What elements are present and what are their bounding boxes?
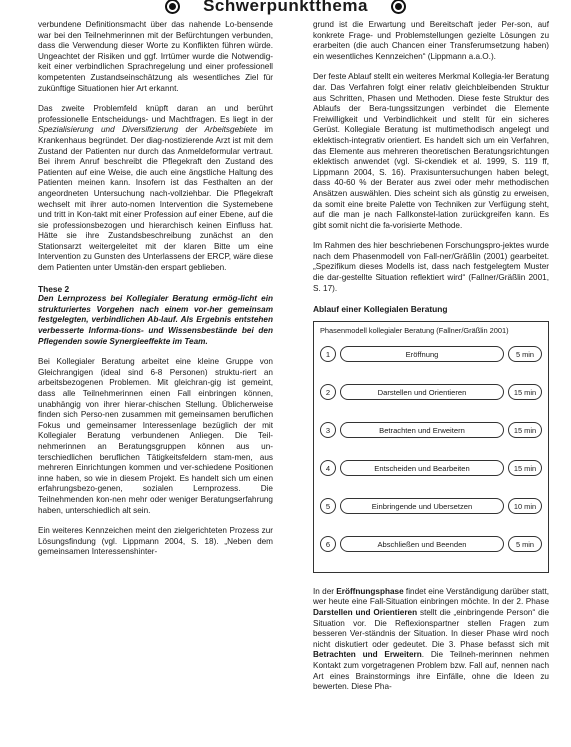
these-text: Den Lernprozess bei Kollegialer Beratung ermög-licht ein strukturiertes Vorgehen nach einem vor-her gemeinsam festgelegten, verbindlichen Ab-lauf. Als Ergebnis entstehen verbesserte Informa-tions- und Wissensbestände bei den Pflegenden sowie Synergieeffekte im Team. xyxy=(38,294,273,346)
step-number: 1 xyxy=(320,346,336,362)
bullet-circle-icon xyxy=(165,0,180,14)
step-duration: 15 min xyxy=(508,384,542,400)
left-column xyxy=(38,20,273,568)
paragraph xyxy=(313,587,549,693)
step-label: Eröffnung xyxy=(340,346,504,362)
section-title-text: Schwerpunktthema xyxy=(203,0,368,15)
phase-step-1 xyxy=(320,346,542,362)
bold-term: Eröffnungsphase xyxy=(336,586,404,596)
bold-term: Betrachten und Erweitern xyxy=(313,650,422,660)
bold-term: Darstellen und Orientieren xyxy=(313,608,418,618)
section-title xyxy=(0,0,571,16)
step-number: 3 xyxy=(320,422,336,438)
text-span: stellt die „einbringende Person“ die Situation vor. Die Reflexionspartner stellen Fragen zum besseren Ver-ständnis der Situation. In dieser Phase wird noch nicht diskutiert oder gedeutet. Die 3. Phase befasst sich mit xyxy=(313,608,549,649)
phase-step-5 xyxy=(320,498,542,514)
phase-diagram xyxy=(313,321,549,573)
paragraph xyxy=(38,104,273,274)
text-span: findet eine Verständigung darüber statt, wer heute eine Fall-Situation einbringen möchte. In der 2. Phase xyxy=(313,586,550,607)
step-number: 2 xyxy=(320,384,336,400)
text-span: Das zweite Problemfeld knüpft daran an und berührt professionelle Entscheidungs- und Machtfragen. Es liegt in der xyxy=(38,104,273,124)
step-duration: 15 min xyxy=(508,460,542,476)
step-number: 6 xyxy=(320,536,336,552)
page-header xyxy=(0,0,571,22)
step-duration: 5 min xyxy=(508,536,542,552)
phase-step-4 xyxy=(320,460,542,476)
phase-step-3 xyxy=(320,422,542,438)
text-span: . Die Teilneh-merinnen nehmen Kontakt zum vorgetragenen Problem bzw. Fall auf, nennen nach Art eines Brainstormings ihre Einfälle, ohne die Ideen zu bewerten. Diese Pha- xyxy=(313,650,549,692)
diagram-heading: Ablauf einer Kollegialen Beratung xyxy=(313,304,448,315)
step-label: Betrachten und Erweitern xyxy=(340,422,504,438)
step-label: Abschließen und Beenden xyxy=(340,536,504,552)
paragraph: verbundene Definitionsmacht über das nahende Lo-bensende war bei den Teilnehmerinnen mit der Befürchtungen verbunden, dass die Verwendung dieser Worte zu Konflikten führen würde. Ungeachtet der Risiken und ggf. Irrtümer wurde die Notwendig-keit einer verbindlichen Sprachregelung und einer professionell kompetenten Zustandseinschätzung als wesentliches Ziel für zukünftige Situationen hier Art erkannt. xyxy=(38,20,273,93)
step-number: 5 xyxy=(320,498,336,514)
bullet-circle-icon xyxy=(391,0,406,14)
paragraph: Ein weiteres Kennzeichen meint den zielgerichteten Prozess zur Lösungsfindung (vgl. Lippmann 2004, S. 18). „Neben dem gemeinsamen Interessenshinter- xyxy=(38,526,273,557)
step-number: 4 xyxy=(320,460,336,476)
emphasis-text: Spezialisierung und Diversifizierung der Arbeitsgebiete xyxy=(38,125,257,135)
paragraph: grund ist die Erwartung und Bereitschaft jeder Per-son, auf konkrete Frage- und Problemstellungen gezielte Lösungen zu erarbeiten (die auch Chancen einer Transferumsetzung haben) ein wesentliches Kennzeichen“ (Lippmann a.a.O.). xyxy=(313,20,549,61)
step-duration: 15 min xyxy=(508,422,542,438)
phase-step-6 xyxy=(320,536,542,552)
paragraph: Bei Kollegialer Beratung arbeitet eine kleine Gruppe von Gleichrangigen (ideal sind 6-8 Personen) struktu-riert an arbeitsbezogenen Problemen. Mit gleichran-gig ist gemeint, dass alle Teilnehmerinnen einen Fall einbringen können, unabhängig von ihrer hierar-chischen Stellung. Üblicherweise finden sich Perso-nen zusammen mit gemeinsamen beruflichen Fokus und gemeinsamer Interessenlage bezüglich der mit Kollegialer Beratung verbundenen Anliegen. Die Teil-nehmerinnen an Beratungsgruppen können aus un-terschiedlichen beruflichen Tätigkeitsfeldern stam-men, aus mehreren Einrichtungen kommen und ver-schiedene Positionen inne haben, so wie in diesem Projekt. Es handelt sich um einen erfahrungsbezo-genen, sozialen Lernprozess. Die Teilnehmenden kon-nen mehr oder weniger Beratungserfahrung haben, unterschiedlich alt sein. xyxy=(38,357,273,515)
these-heading: These 2 xyxy=(38,283,70,294)
step-label: Entscheiden und Bearbeiten xyxy=(340,460,504,476)
step-label: Darstellen und Orientieren xyxy=(340,384,504,400)
step-duration: 10 min xyxy=(508,498,542,514)
paragraph: Im Rahmen des hier beschriebenen Forschungspro-jektes wurde nach dem Phasenmodell von Fall-ner/Gräßlin (2001) gearbeitet. „Spezifikum dieses Modells ist, dass nach festgelegtem Muster die dar-gestellte Situation reflektiert wird“ (Fallner/Gräßlin 2001, S. 17). xyxy=(313,241,549,293)
step-duration: 5 min xyxy=(508,346,542,362)
diagram-title: Phasenmodell kollegialer Beratung (Fallner/Gräßlin 2001) xyxy=(320,325,509,335)
right-column xyxy=(313,20,549,703)
step-label: Einbringende und Ubersetzen xyxy=(340,498,504,514)
phase-step-2 xyxy=(320,384,542,400)
text-span: im Krankenhaus begründet. Der diag-nostizierende Arzt ist mit dem Zustand der Patienten nur durch das Anmeldeformular vertraut. Bei ihrem Anruf beschreibt die Pflegekraft den Zustand des Patienten auf eine Weise, die auch eine ängstliche Haltung des Patienten meinen kann. Insofern ist das Festhalten an der angeordneten Untersuchung nach-vollziehbar. Die Pflegekraft wechselt mit ihrer auto-nomen Intervention die Systemebene und tritt in Kon-takt mit einer Profession auf einer Ebene, auf die sie professionsbezogen und hierarchisch keinen Einfluss hat. Hätte sie ihre Zustandsbeschreibung zunächst an den Stationsarzt weitergeleitet mit der klaren Bitte um eine Intervention zu Gunsten des Unterlassens der ERCP, wäre diese dem Patienten unter Umstän-den erspart geblieben. xyxy=(38,125,273,273)
text-span: In der xyxy=(313,586,337,596)
paragraph: Der feste Ablauf stellt ein weiteres Merkmal Kollegia-ler Beratung dar. Das Verfahren folgt einer relativ gleichbleibenden Struktur aus Schritten, Phasen und Methoden. Diese feste Struktur des Ablaufs der Bera-tungssitzungen verbindet die Elemente Freiwilligkeit und Verbindlichkeit und stellt für ein sicheres Gerüst. Kollegiale Beratung ist multimethodisch angelegt und eklektisch-integrativ orientiert. Es handelt sich um ein Verfahren, das Elemente aus mehreren theoretischen Beratungsrichtungen eklektisch anwendet (vgl. Si-ckendiek et al. 1999, S. 119 ff, Lippmann 2004, S. 16). Praxisuntersuchungen haben belegt, dass 40-60 % der Berater aus zwei oder mehr methodischen Ansätzen auswählen. Dies scheint sich als günstig zu erweisen, da somit eine breite Palette von Techniken zur Verfügung steht, auf die man je nach Fallkonstel-lation zurückgreifen kann. Es gibt somit nicht die fa-vorisierte Methode. xyxy=(313,72,549,230)
